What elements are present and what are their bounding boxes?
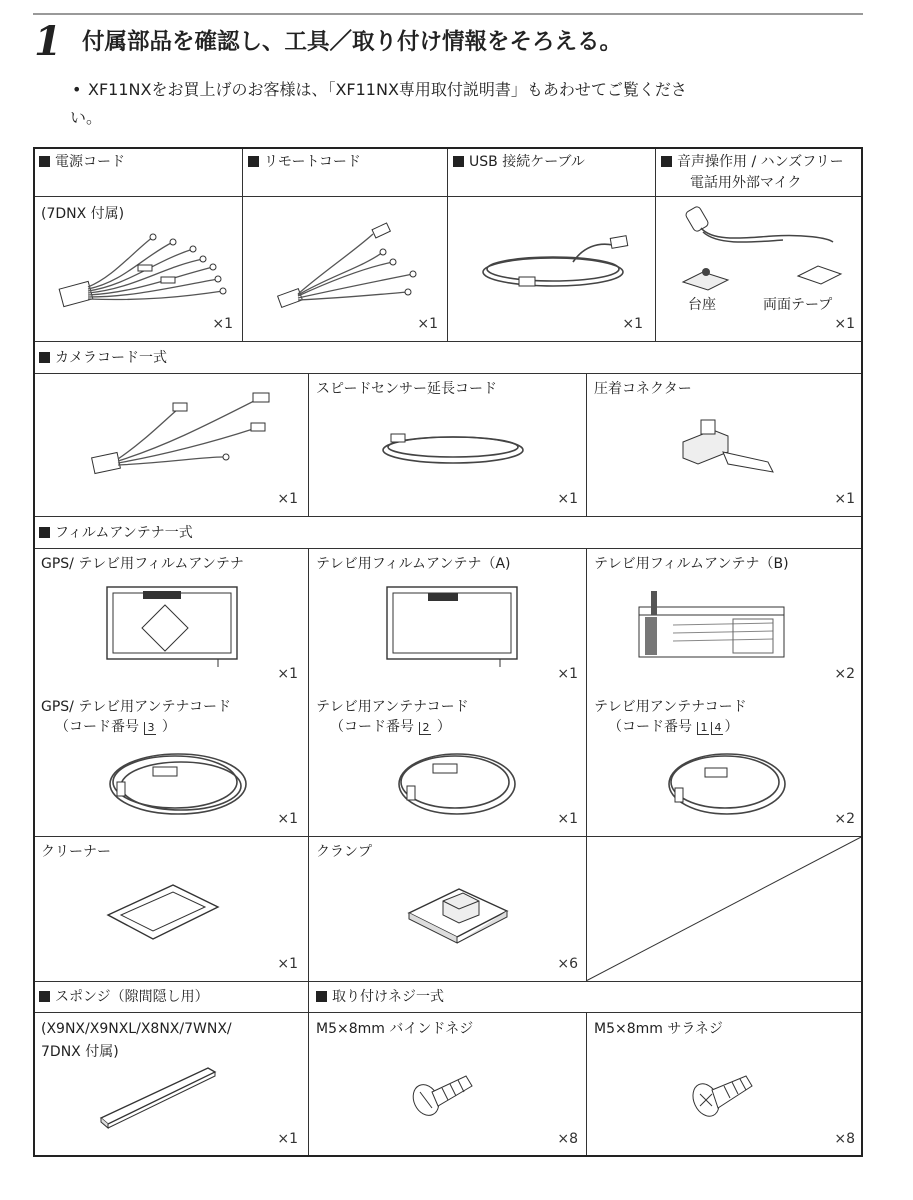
parts-table	[33, 147, 863, 1157]
crimp-illustration	[673, 412, 783, 482]
power-cord-qty: ×1	[212, 316, 233, 332]
power-cord-illustration	[53, 227, 233, 317]
tv-cord-14-illustration	[663, 742, 793, 822]
note	[70, 76, 858, 132]
remote-cord-illustration	[273, 222, 433, 312]
tv-cord-14-qty: ×2	[834, 811, 855, 827]
camera-cord-illustration	[83, 387, 283, 487]
sponge-illustration	[93, 1062, 223, 1132]
flat-screw-label: M5×8mm サラネジ	[594, 1021, 723, 1037]
tv-cord-2-label: テレビ用アンテナコード	[316, 699, 469, 715]
clamp-illustration	[403, 875, 513, 950]
gps-cord-code: （コード番号 3 ）	[55, 719, 176, 735]
square-bullet-icon	[39, 352, 50, 363]
cleaner-label: クリーナー	[41, 844, 111, 860]
bind-screw-qty: ×8	[557, 1131, 578, 1147]
tv-film-a-qty: ×1	[557, 666, 578, 682]
gps-film-label: GPS/ テレビ用フィルムアンテナ	[41, 556, 244, 572]
code-number-2: 2	[419, 722, 431, 735]
tv-cord-14-label: テレビ用アンテナコード	[594, 699, 747, 715]
tv-film-a-label: テレビ用フィルムアンテナ（A)	[316, 556, 511, 572]
square-bullet-icon	[248, 156, 259, 167]
tv-film-b-qty: ×2	[834, 666, 855, 682]
remote-cord-qty: ×1	[417, 316, 438, 332]
crimp-label: 圧着コネクター	[594, 381, 692, 397]
power-cord-note: (7DNX 付属)	[41, 206, 125, 222]
square-bullet-icon	[39, 527, 50, 538]
square-bullet-icon	[661, 156, 672, 167]
step-title: 付属部品を確認し、工具／取り付け情報をそろえる。	[82, 29, 623, 55]
cleaner-qty: ×1	[277, 956, 298, 972]
mic-label-1: 音声操作用 / ハンズフリー	[661, 152, 844, 172]
gps-film-illustration	[103, 583, 243, 669]
sponge-note-2: 7DNX 付属)	[41, 1044, 119, 1060]
speed-sensor-illustration	[373, 422, 533, 472]
remote-cord-label: リモートコード	[248, 152, 361, 172]
note-bullet: •	[72, 80, 82, 99]
bind-screw-label: M5×8mm バインドネジ	[316, 1021, 474, 1037]
square-bullet-icon	[39, 156, 50, 167]
usb-cable-label: USB 接続ケーブル	[453, 152, 585, 172]
crimp-qty: ×1	[834, 491, 855, 507]
note-line-2: い。	[70, 108, 103, 127]
sponge-note-1: (X9NX/X9NXL/X8NX/7WNX/	[41, 1021, 232, 1037]
sponge-qty: ×1	[277, 1131, 298, 1147]
tv-film-b-illustration	[633, 587, 793, 667]
tv-film-b-label: テレビ用フィルムアンテナ（B)	[594, 556, 789, 572]
speed-sensor-label: スピードセンサー延長コード	[316, 381, 498, 397]
note-line-1: XF11NXをお買上げのお客様は、「XF11NX専用取付説明書」もあわせてご覧くださ	[88, 80, 687, 99]
mic-base-label: 台座	[688, 297, 716, 313]
mic-illustration	[673, 202, 853, 297]
camera-set-header: カメラコード一式	[39, 348, 167, 368]
gps-cord-label: GPS/ テレビ用アンテナコード	[41, 699, 231, 715]
sponge-header: スポンジ（隙間隠し用）	[39, 987, 209, 1007]
usb-cable-qty: ×1	[622, 316, 643, 332]
gps-cord-qty: ×1	[277, 811, 298, 827]
power-cord-label: 電源コード	[39, 152, 125, 172]
tv-cord-2-illustration	[393, 742, 523, 822]
usb-cable-illustration	[473, 227, 633, 307]
square-bullet-icon	[39, 991, 50, 1002]
speed-sensor-qty: ×1	[557, 491, 578, 507]
mic-label-2: 電話用外部マイク	[690, 175, 802, 191]
square-bullet-icon	[453, 156, 464, 167]
gps-cord-illustration	[103, 742, 253, 822]
tv-cord-2-qty: ×1	[557, 811, 578, 827]
camera-set-qty: ×1	[277, 491, 298, 507]
mic-qty: ×1	[834, 316, 855, 332]
screw-set-header: 取り付けネジ一式	[316, 987, 444, 1007]
bind-screw-illustration	[408, 1062, 478, 1122]
gps-film-qty: ×1	[277, 666, 298, 682]
code-number-3: 3	[144, 722, 156, 735]
step-number: 1	[34, 18, 62, 65]
tv-cord-2-code: （コード番号 2 ）	[330, 719, 451, 735]
code-number-4: 4	[711, 722, 723, 735]
cleaner-illustration	[103, 877, 223, 947]
clamp-qty: ×6	[557, 956, 578, 972]
film-set-header: フィルムアンテナ一式	[39, 523, 193, 543]
code-number-1: 1	[697, 722, 709, 735]
clamp-label: クランプ	[316, 844, 372, 860]
flat-screw-illustration	[688, 1062, 758, 1122]
tv-film-a-illustration	[383, 583, 523, 669]
tv-cord-14-code: （コード番号 1 4 ）	[608, 719, 739, 735]
square-bullet-icon	[316, 991, 327, 1002]
flat-screw-qty: ×8	[834, 1131, 855, 1147]
top-rule	[33, 13, 863, 15]
mic-tape-label: 両面テープ	[763, 297, 833, 313]
